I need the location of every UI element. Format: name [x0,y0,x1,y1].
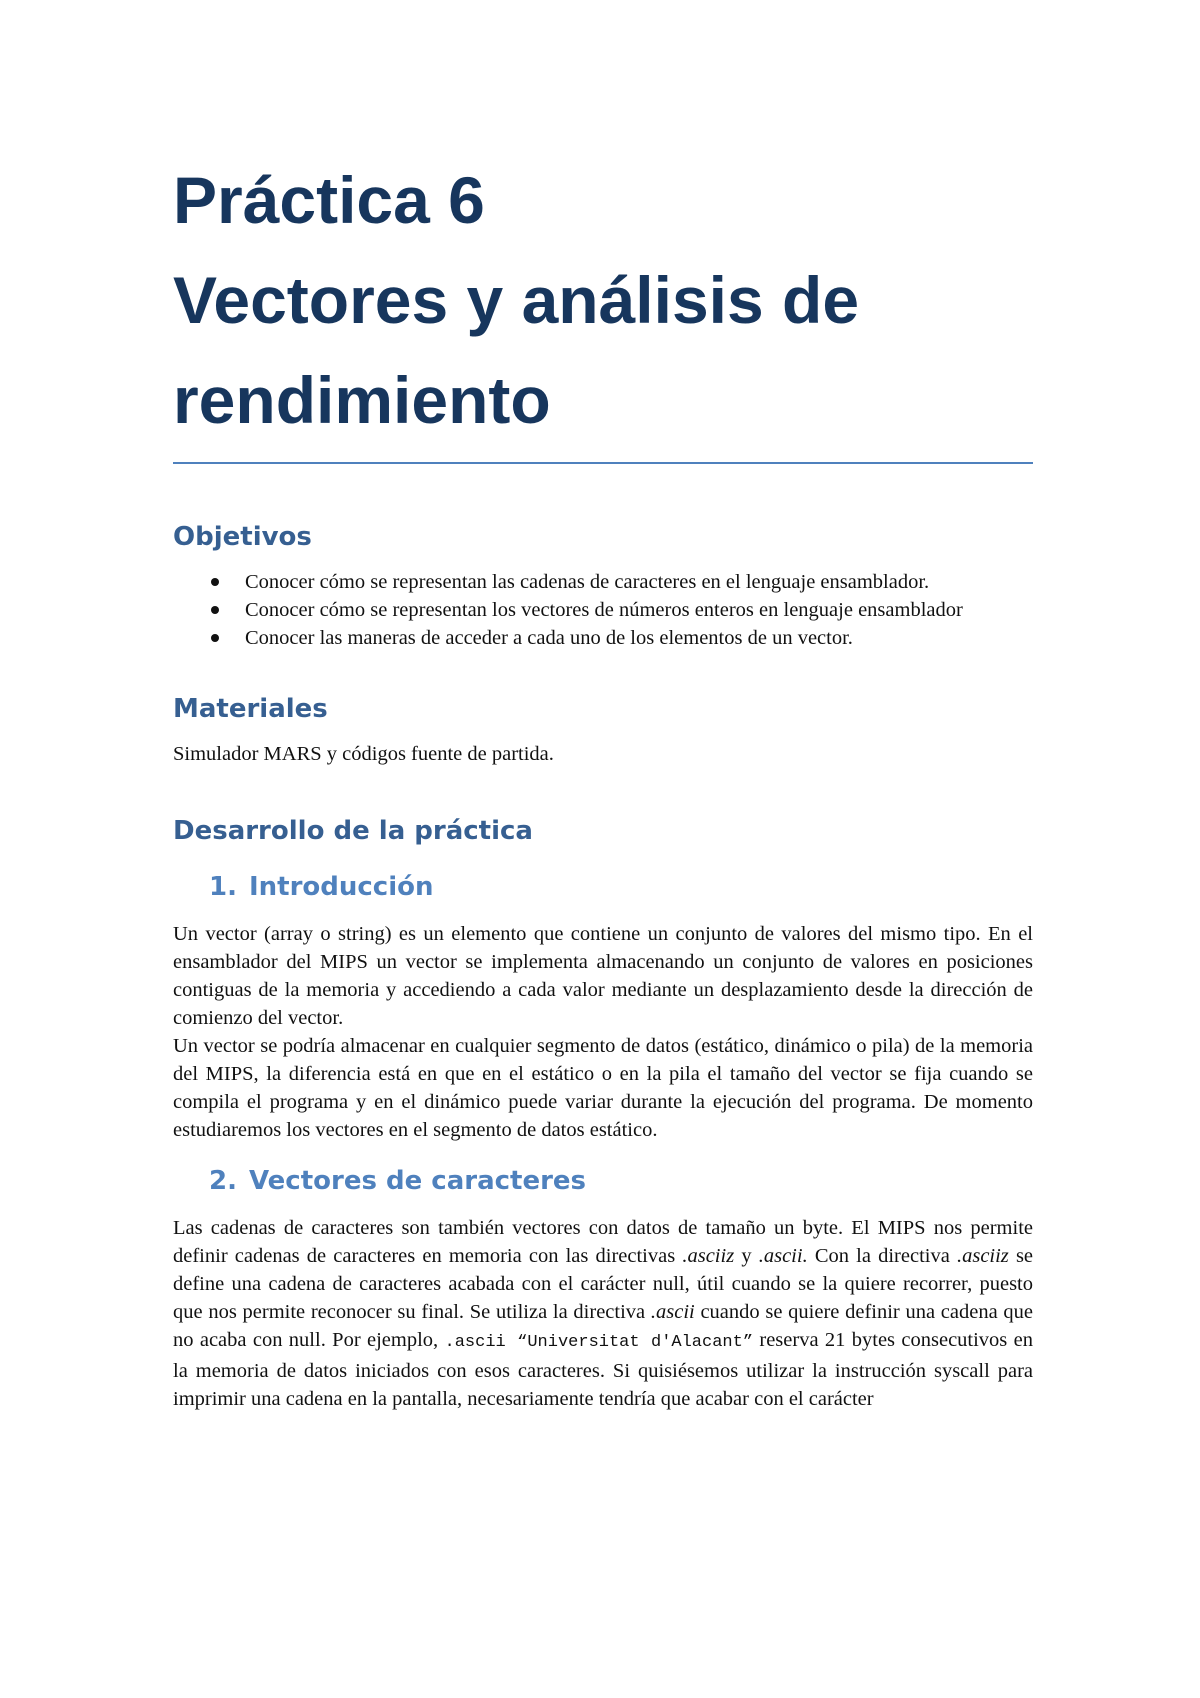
list-item [173,596,1033,624]
text-run: Con la directiva [807,1245,957,1267]
text-run: cuando se quiere definir una cadena que no acaba con null. Por ejemplo, [173,1301,1034,1351]
heading-vectores-caracteres [173,1164,1033,1198]
section-title: Vectores de caracteres [248,1166,587,1196]
bullet-icon [211,606,219,614]
text-run: y [734,1245,759,1267]
list-item [173,568,1033,596]
section-number: 1. [209,872,237,902]
page-content [173,150,1033,1413]
objetivos-list [173,568,1033,652]
page-title [173,150,1033,450]
heading-objetivos: Objetivos [173,522,312,552]
list-item [173,624,1033,652]
directive-ascii: .ascii. [758,1245,808,1267]
list-item-text: Conocer cómo se representan los vectores de números enteros en lenguaje ensamblador [245,599,963,621]
title-line-2: Vectores y análisis de [173,263,860,337]
list-item-text: Conocer las maneras de acceder a cada uno de los elementos de un vector. [245,627,853,649]
section-title: Introducción [248,872,434,902]
text-run: se define una cadena de caracteres acabada con el carácter null, útil cuando se la quiere recorrer, puesto que nos permite reconocer su final. Se utiliza la directiva [173,1245,1034,1323]
list-item-text: Conocer cómo se representan las cadenas de caracteres en el lenguaje ensamblador. [245,571,930,593]
title-line-1: Práctica 6 [173,163,485,237]
heading-introduccion [173,870,1033,904]
directive-asciiz: .asciiz [956,1245,1009,1267]
text-run: reserva 21 bytes consecutivos en la memoria de datos iniciados con esos caracteres. Si quisiésemos utilizar la instrucción syscall para imprimir una cadena en la pantalla, necesariamente tendría que acabar con el carácter [173,1329,1033,1410]
bullet-icon [211,578,219,586]
title-underline [173,462,1033,464]
materiales-text: Simulador MARS y códigos fuente de partida. [173,743,554,765]
section-number: 2. [209,1166,237,1196]
intro-paragraph-2: Un vector se podría almacenar en cualquier segmento de datos (estático, dinámico o pila) de la memoria del MIPS, la diferencia está en que en el estático o en la pila el tamaño del vector se fija cuando se compila el programa y en el dinámico puede variar durante la ejecución del programa. De momento estudiaremos los vectores en el segmento de datos estático. [173,1035,1033,1141]
bullet-icon [211,634,219,642]
code-snippet: .ascii “Universitat d'Alacant” [444,1333,754,1352]
directive-asciiz: .asciiz [682,1245,735,1267]
caracteres-paragraph [173,1214,1033,1413]
heading-desarrollo: Desarrollo de la práctica [173,816,533,846]
intro-paragraph-1: Un vector (array o string) es un elemento que contiene un conjunto de valores del mismo tipo. En el ensamblador del MIPS un vector se implementa almacenando un conjunto de valores en posiciones contiguas de la memoria y accediendo a cada valor mediante un desplazamiento desde la dirección de comienzo del vector. [173,923,1033,1029]
title-line-3: rendimiento [173,363,551,437]
heading-materiales: Materiales [173,694,328,724]
text-run: Las cadenas de caracteres son también vectores con datos de tamaño un byte. El MIPS nos permite definir cadenas de caracteres en memoria con las directivas [173,1217,1033,1267]
directive-ascii: .ascii [650,1301,695,1323]
